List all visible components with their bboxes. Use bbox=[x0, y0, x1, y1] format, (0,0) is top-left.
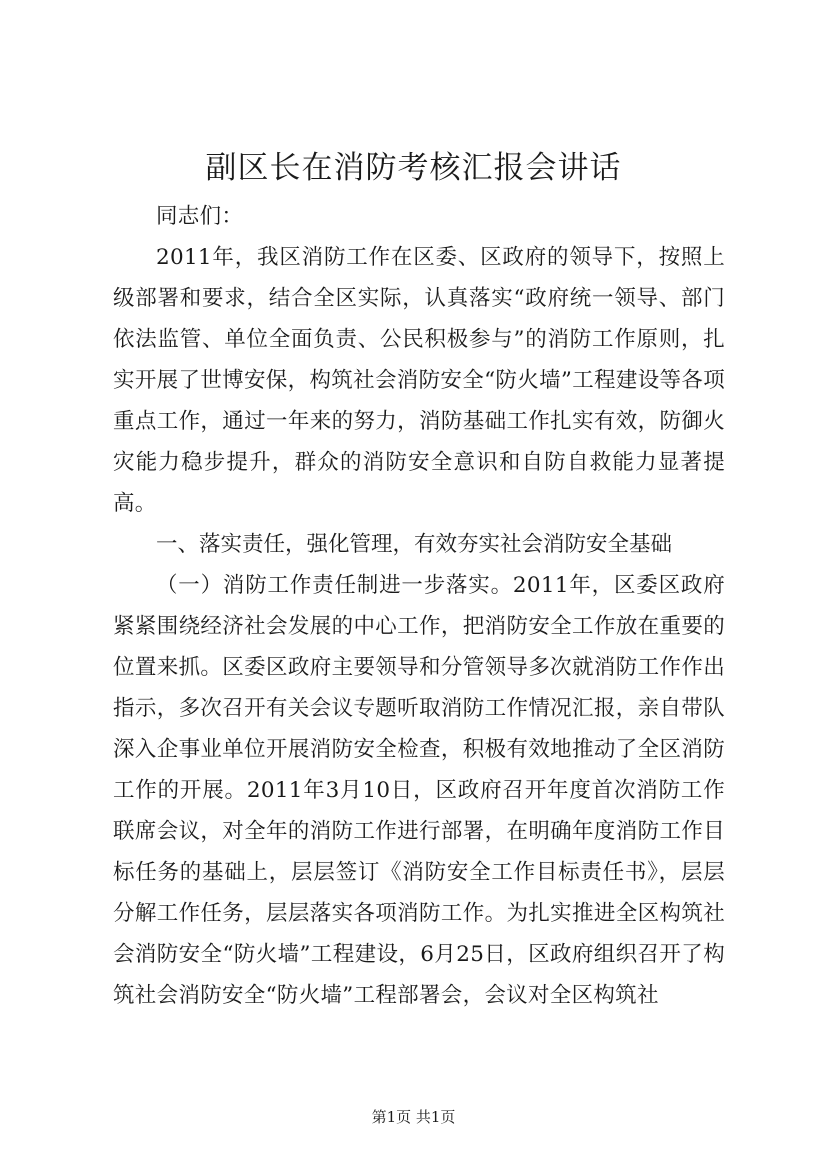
document-body bbox=[113, 196, 725, 1016]
paragraph-1: 2011年，我区消防工作在区委、区政府的领导下，按照上级部署和要求，结合全区实际，认真落实“政府统一领导、部门依法监管、单位全面负责、公民积极参与”的消防工作原则，扎实开展了世博安保，构筑社会消防安全“防火墙”工程建设等各项重点工作，通过一年来的努力，消防基础工作扎实有效，防御火灾能力稳步提升，群众的消防安全意识和自防自救能力显著提高。 bbox=[113, 245, 725, 516]
greeting: 同志们： bbox=[156, 204, 244, 229]
document-title: 副区长在消防考核汇报会讲话 bbox=[205, 150, 622, 186]
paragraph-2: （一）消防工作责任制进一步落实。2011年，区委区政府紧紧围绕经济社会发展的中心工作，把消防安全工作放在重要的位置来抓。区委区政府主要领导和分管领导多次就消防工作作出指示，多次召开有关会议专题听取消防工作情况汇报，亲自带队深入企事业单位开展消防安全检查，积极有效地推动了全区消防工作的开展。2011年3月10日，区政府召开年度首次消防工作联席会议，对全年的消防工作进行部署，在明确年度消防工作目标任务的基础上，层层签订《消防安全工作目标责任书》，层层分解工作任务，层层落实各项消防工作。为扎实推进全区构筑社会消防安全“防火墙”工程建设，6月25日，区政府组织召开了构筑社会消防安全“防火墙”工程部署会，会议对全区构筑社 bbox=[113, 573, 725, 1008]
page-footer: 第1页 共1页 bbox=[371, 1108, 456, 1126]
section-heading: 一、落实责任，强化管理，有效夯实社会消防安全基础 bbox=[156, 532, 673, 557]
